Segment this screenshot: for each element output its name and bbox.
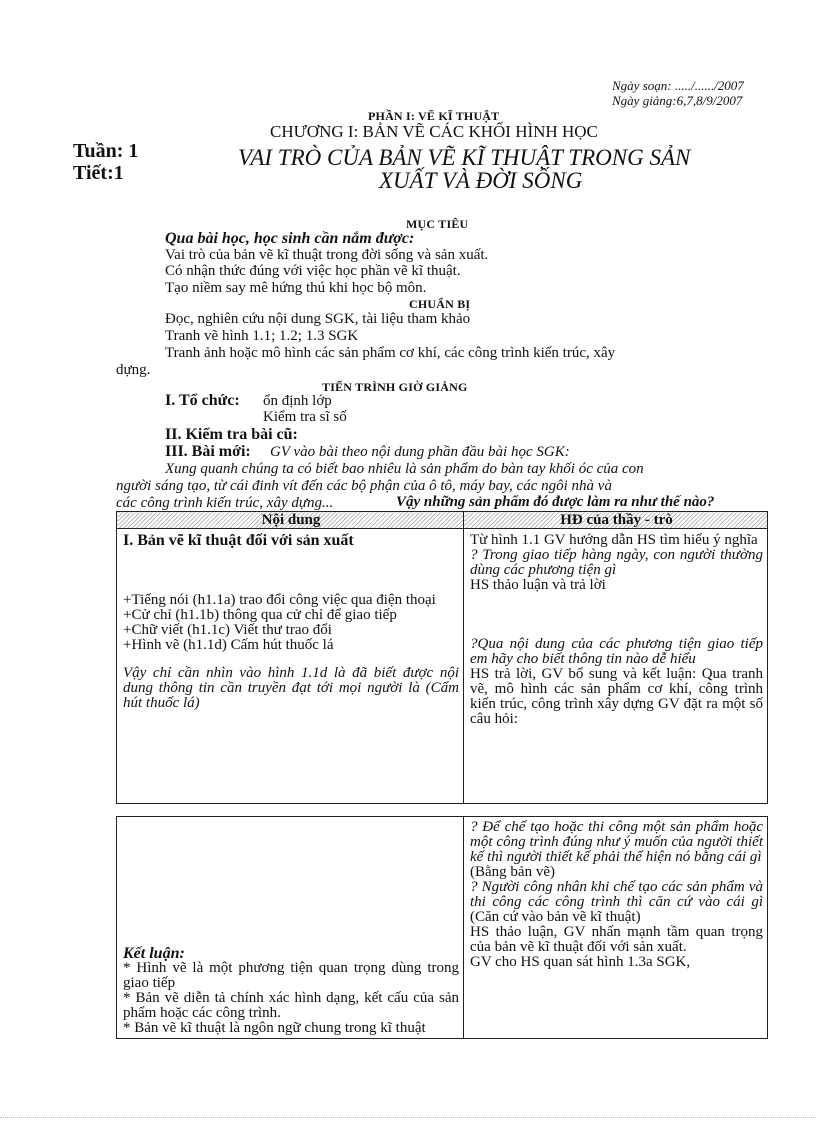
intro-line: người sáng tạo, từ cái đinh vít đến các bộ phận của ô tô, máy bay, các ngôi nhà và [116, 478, 612, 494]
content-cell [117, 529, 464, 804]
lesson-table-1 [116, 511, 768, 804]
part-title: PHẦN I: VẼ KĨ THUẬT [368, 109, 500, 123]
content-item: +Cử chỉ (h1.1b) thông qua cử chỉ để giao tiếp [123, 607, 397, 623]
activity-item: HS thảo luận và trả lời [470, 577, 606, 593]
preparation-item: Tranh ảnh hoặc mô hình các sản phẩm cơ khí, các công trình kiến trúc, xây [165, 345, 616, 361]
content-item: +Hình vẽ (h1.1d) Cấm hút thuốc lá [123, 637, 334, 653]
preparation-item: Tranh vẽ hình 1.1; 1.2; 1.3 SGK [165, 328, 359, 344]
lesson-title-line2: XUẤT VÀ ĐỜI SỐNG [379, 168, 583, 193]
conclusion-item: * Bản vẽ kĩ thuật là ngôn ngữ chung trong kĩ thuật [123, 1020, 426, 1036]
old-lesson-check-label: II. Kiểm tra bài cũ: [165, 426, 298, 443]
intro-question: Vậy những sản phẩm đó được làm ra như thế nào? [396, 494, 715, 510]
objective-item: Tạo niềm say mê hứng thú khi học bộ môn. [165, 280, 427, 296]
activity-item: GV cho HS quan sát hình 1.3a SGK, [470, 954, 691, 970]
conclusion-item: * Bản vẽ diễn tả chính xác hình dạng, kết cấu của sản phẩm hoặc các công trình. [123, 990, 459, 1021]
column-header-content: Nội dung [117, 512, 464, 529]
content-item: +Tiếng nói (h1.1a) trao đổi công việc qua điện thoại [123, 592, 436, 608]
conclusion-label: Kết luận: [123, 945, 185, 962]
intro-line: các công trình kiến trúc, xây dựng... [116, 495, 334, 511]
preparation-item: dựng. [116, 362, 151, 378]
objective-item: Vai trò của bản vẽ kĩ thuật trong đời sống và sản xuất. [165, 247, 489, 263]
organization-item: ổn định lớp [263, 393, 332, 409]
activity-item: HS thảo luận, GV nhấn mạnh tầm quan trọng của bản vẽ kĩ thuật đối với sản xuất. [470, 924, 763, 955]
procedure-heading: TIẾN TRÌNH GIỜ GIẢNG [322, 380, 468, 394]
activity-answer: (Căn cứ vào bản vẽ kĩ thuật) [470, 909, 641, 925]
date-taught: Ngày giảng:6,7,8/9/2007 [612, 93, 743, 108]
conclusion-item: * Hình vẽ là một phương tiện quan trọng dùng trong giao tiếp [123, 960, 459, 991]
column-header-activities: HĐ của thầy - trò [464, 512, 768, 529]
activities-cell [464, 817, 768, 1039]
section-heading: I. Bản vẽ kĩ thuật đối với sản xuất [123, 532, 354, 549]
objective-item: Có nhận thức đúng với việc học phần vẽ kĩ thuật. [165, 263, 461, 279]
content-conclusion: Vậy chỉ cần nhìn vào hình 1.1d là đã biết được nội dung thông tin cần truyền đạt tới mọi người là (Cấm hút thuốc lá) [123, 665, 459, 711]
preparation-item: Đọc, nghiên cứu nội dung SGK, tài liệu tham khảo [165, 311, 471, 327]
preparation-heading: CHUẨN BỊ [409, 297, 471, 311]
activity-item: HS trả lời, GV bổ sung và kết luận: Qua tranh vẽ, mô hình các sản phẩm cơ khí, công trình kiến trúc, công trình xây dựng GV đặt ra một số câu hỏi: [470, 666, 763, 727]
conclusion-cell [117, 817, 464, 1039]
chapter-title: CHƯƠNG I: BẢN VẼ CÁC KHỐI HÌNH HỌC [270, 122, 598, 141]
activity-question-with-answer [470, 880, 763, 925]
activity-question: ?Qua nội dung của các phương tiện giao tiếp em hãy cho biết thông tin nào dễ hiểu [470, 636, 763, 667]
new-lesson-text: GV vào bài theo nội dung phần đầu bài học SGK: [270, 444, 570, 460]
activity-question: ? Trong giao tiếp hàng ngày, con người thường dùng các phương tiện gì [470, 547, 763, 578]
activity-item: Từ hình 1.1 GV hướng dẫn HS tìm hiểu ý nghĩa [470, 532, 758, 548]
lesson-table-2 [116, 816, 768, 1039]
date-prepared: Ngày soạn: ...../....../2007 [612, 78, 744, 93]
activity-question: ? Để chế tạo hoặc thi công một sản phẩm hoặc một công trình đúng như ý muốn của người thiết kế thì người thiết kế phải thể hiện nó bằng cái gì [470, 819, 763, 865]
organization-label: I. Tổ chức: [165, 392, 240, 409]
activity-answer: (Bằng bản vẽ) [470, 864, 555, 880]
lesson-title-line1: VAI TRÒ CỦA BẢN VẼ KĨ THUẬT TRONG SẢN [238, 145, 691, 170]
objectives-heading: MỤC TIÊU [406, 217, 469, 231]
content-item: +Chữ viết (h1.1c) Viết thư trao đổi [123, 622, 332, 638]
objectives-intro: Qua bài học, học sinh cần nắm được: [165, 230, 415, 247]
activities-cell [464, 529, 768, 804]
organization-item: Kiểm tra sĩ số [263, 409, 347, 425]
activity-question: ? Người công nhân khi chế tạo các sản phẩm và thi công các công trình thì căn cứ vào cái gì [470, 879, 763, 910]
week-label: Tuần: 1 [73, 140, 139, 162]
page-bottom-divider [0, 1117, 816, 1118]
new-lesson-label: III. Bài mới: [165, 443, 251, 460]
period-label: Tiết:1 [73, 162, 124, 184]
intro-line: Xung quanh chúng ta có biết bao nhiêu là sản phẩm do bàn tay khối óc của con [165, 461, 644, 477]
